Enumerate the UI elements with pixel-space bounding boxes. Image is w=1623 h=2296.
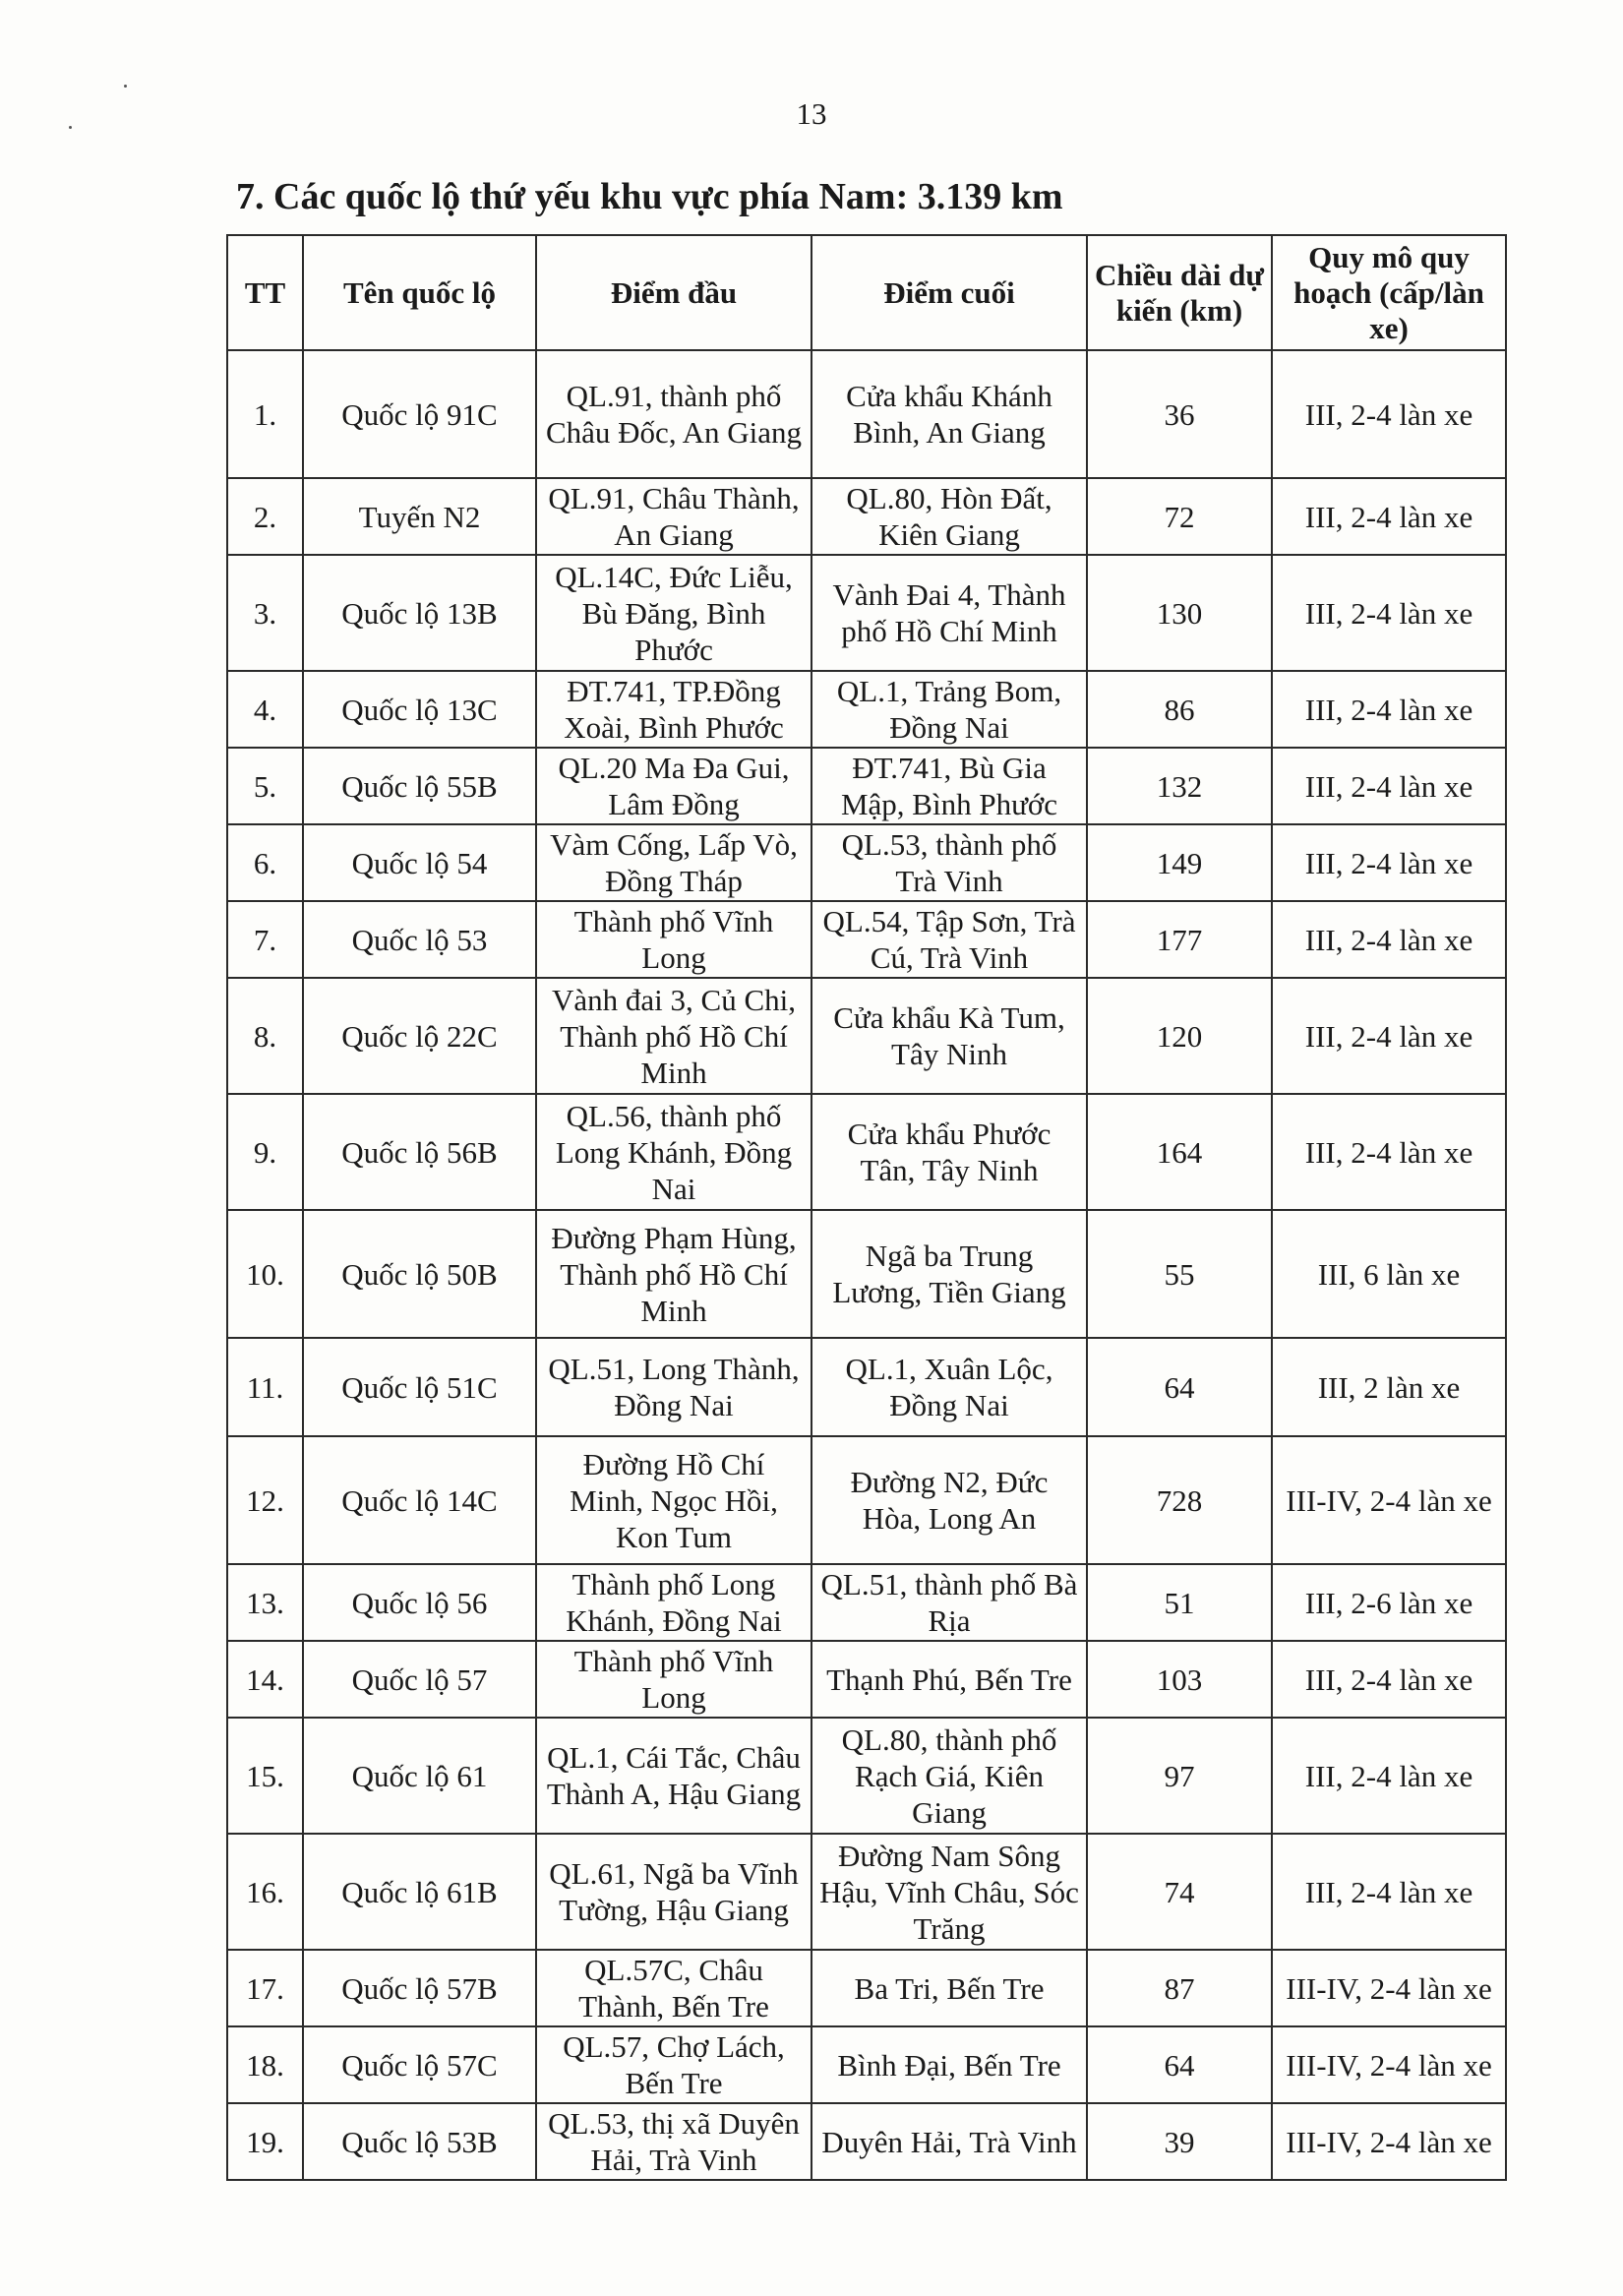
cell-tt: 8. xyxy=(227,978,303,1094)
cell-length: 39 xyxy=(1087,2103,1272,2180)
cell-tt: 19. xyxy=(227,2103,303,2180)
cell-end-point: QL.80, Hòn Đất, Kiên Giang xyxy=(812,478,1087,555)
cell-road-name: Quốc lộ 57B xyxy=(303,1950,536,2026)
table-row xyxy=(227,1436,1506,1564)
cell-scale: III, 2-4 làn xe xyxy=(1272,478,1506,555)
cell-tt: 18. xyxy=(227,2026,303,2103)
table-row xyxy=(227,748,1506,824)
cell-length: 64 xyxy=(1087,1338,1272,1436)
cell-scale: III, 2-4 làn xe xyxy=(1272,1718,1506,1834)
cell-start-point: ĐT.741, TP.Đồng Xoài, Bình Phước xyxy=(536,671,812,748)
cell-end-point: Đường N2, Đức Hòa, Long An xyxy=(812,1436,1087,1564)
national-roads-table xyxy=(226,234,1507,2181)
cell-end-point: Vành Đai 4, Thành phố Hồ Chí Minh xyxy=(812,555,1087,671)
table-row xyxy=(227,1950,1506,2026)
cell-end-point: Cửa khẩu Kà Tum, Tây Ninh xyxy=(812,978,1087,1094)
table-row xyxy=(227,1641,1506,1718)
cell-road-name: Quốc lộ 22C xyxy=(303,978,536,1094)
cell-start-point: QL.57C, Châu Thành, Bến Tre xyxy=(536,1950,812,2026)
cell-scale: III-IV, 2-4 làn xe xyxy=(1272,1436,1506,1564)
cell-road-name: Quốc lộ 57C xyxy=(303,2026,536,2103)
cell-end-point: QL.80, thành phố Rạch Giá, Kiên Giang xyxy=(812,1718,1087,1834)
cell-scale: III, 2-4 làn xe xyxy=(1272,901,1506,978)
cell-road-name: Quốc lộ 14C xyxy=(303,1436,536,1564)
header-tt: TT xyxy=(227,235,303,350)
table-row xyxy=(227,478,1506,555)
section-title: 7. Các quốc lộ thứ yếu khu vực phía Nam: 3.139 km xyxy=(236,176,1063,217)
header-scale: Quy mô quy hoạch (cấp/làn xe) xyxy=(1272,235,1506,350)
cell-tt: 3. xyxy=(227,555,303,671)
cell-road-name: Quốc lộ 13B xyxy=(303,555,536,671)
cell-scale: III, 2-6 làn xe xyxy=(1272,1564,1506,1641)
table-row xyxy=(227,1210,1506,1338)
cell-start-point: QL.61, Ngã ba Vĩnh Tường, Hậu Giang xyxy=(536,1834,812,1950)
cell-scale: III, 2-4 làn xe xyxy=(1272,824,1506,901)
cell-road-name: Quốc lộ 61 xyxy=(303,1718,536,1834)
cell-start-point: QL.20 Ma Đa Gui, Lâm Đồng xyxy=(536,748,812,824)
cell-start-point: Vàm Cống, Lấp Vò, Đồng Tháp xyxy=(536,824,812,901)
table-row xyxy=(227,1338,1506,1436)
cell-road-name: Quốc lộ 50B xyxy=(303,1210,536,1338)
cell-tt: 15. xyxy=(227,1718,303,1834)
cell-start-point: Đường Hồ Chí Minh, Ngọc Hồi, Kon Tum xyxy=(536,1436,812,1564)
cell-end-point: Cửa khẩu Khánh Bình, An Giang xyxy=(812,350,1087,478)
header-road-name: Tên quốc lộ xyxy=(303,235,536,350)
cell-road-name: Quốc lộ 55B xyxy=(303,748,536,824)
cell-road-name: Quốc lộ 13C xyxy=(303,671,536,748)
cell-tt: 11. xyxy=(227,1338,303,1436)
cell-end-point: ĐT.741, Bù Gia Mập, Bình Phước xyxy=(812,748,1087,824)
cell-start-point: QL.51, Long Thành, Đồng Nai xyxy=(536,1338,812,1436)
table-row xyxy=(227,824,1506,901)
cell-scale: III, 2-4 làn xe xyxy=(1272,1641,1506,1718)
cell-end-point: QL.1, Trảng Bom, Đồng Nai xyxy=(812,671,1087,748)
cell-start-point: Thành phố Long Khánh, Đồng Nai xyxy=(536,1564,812,1641)
cell-scale: III, 2 làn xe xyxy=(1272,1338,1506,1436)
cell-tt: 5. xyxy=(227,748,303,824)
cell-end-point: Duyên Hải, Trà Vinh xyxy=(812,2103,1087,2180)
cell-scale: III, 2-4 làn xe xyxy=(1272,1834,1506,1950)
cell-road-name: Quốc lộ 57 xyxy=(303,1641,536,1718)
table-row xyxy=(227,901,1506,978)
cell-tt: 7. xyxy=(227,901,303,978)
cell-start-point: QL.56, thành phố Long Khánh, Đồng Nai xyxy=(536,1094,812,1210)
cell-end-point: Thạnh Phú, Bến Tre xyxy=(812,1641,1087,1718)
table-row xyxy=(227,978,1506,1094)
cell-end-point: Ngã ba Trung Lương, Tiền Giang xyxy=(812,1210,1087,1338)
cell-start-point: QL.91, Châu Thành, An Giang xyxy=(536,478,812,555)
cell-tt: 12. xyxy=(227,1436,303,1564)
table-row xyxy=(227,1718,1506,1834)
cell-length: 728 xyxy=(1087,1436,1272,1564)
cell-start-point: Thành phố Vĩnh Long xyxy=(536,901,812,978)
cell-tt: 17. xyxy=(227,1950,303,2026)
cell-tt: 9. xyxy=(227,1094,303,1210)
cell-start-point: QL.57, Chợ Lách, Bến Tre xyxy=(536,2026,812,2103)
cell-scale: III-IV, 2-4 làn xe xyxy=(1272,1950,1506,2026)
cell-length: 64 xyxy=(1087,2026,1272,2103)
cell-length: 103 xyxy=(1087,1641,1272,1718)
cell-scale: III, 2-4 làn xe xyxy=(1272,350,1506,478)
cell-length: 149 xyxy=(1087,824,1272,901)
cell-length: 130 xyxy=(1087,555,1272,671)
cell-length: 36 xyxy=(1087,350,1272,478)
cell-length: 74 xyxy=(1087,1834,1272,1950)
cell-tt: 10. xyxy=(227,1210,303,1338)
cell-length: 55 xyxy=(1087,1210,1272,1338)
table-row xyxy=(227,1834,1506,1950)
cell-road-name: Quốc lộ 53 xyxy=(303,901,536,978)
cell-scale: III, 2-4 làn xe xyxy=(1272,555,1506,671)
cell-tt: 14. xyxy=(227,1641,303,1718)
cell-start-point: Vành đai 3, Củ Chi, Thành phố Hồ Chí Minh xyxy=(536,978,812,1094)
cell-road-name: Quốc lộ 51C xyxy=(303,1338,536,1436)
cell-end-point: Cửa khẩu Phước Tân, Tây Ninh xyxy=(812,1094,1087,1210)
cell-end-point: Ba Tri, Bến Tre xyxy=(812,1950,1087,2026)
cell-road-name: Quốc lộ 56B xyxy=(303,1094,536,1210)
cell-scale: III-IV, 2-4 làn xe xyxy=(1272,2103,1506,2180)
table-row xyxy=(227,671,1506,748)
cell-scale: III, 6 làn xe xyxy=(1272,1210,1506,1338)
cell-road-name: Quốc lộ 91C xyxy=(303,350,536,478)
cell-road-name: Quốc lộ 54 xyxy=(303,824,536,901)
cell-tt: 2. xyxy=(227,478,303,555)
cell-end-point: QL.51, thành phố Bà Rịa xyxy=(812,1564,1087,1641)
cell-scale: III, 2-4 làn xe xyxy=(1272,1094,1506,1210)
cell-length: 87 xyxy=(1087,1950,1272,2026)
table-row xyxy=(227,1564,1506,1641)
cell-start-point: Thành phố Vĩnh Long xyxy=(536,1641,812,1718)
cell-length: 51 xyxy=(1087,1564,1272,1641)
cell-road-name: Quốc lộ 56 xyxy=(303,1564,536,1641)
cell-start-point: Đường Phạm Hùng, Thành phố Hồ Chí Minh xyxy=(536,1210,812,1338)
cell-end-point: Bình Đại, Bến Tre xyxy=(812,2026,1087,2103)
table-row xyxy=(227,2103,1506,2180)
cell-length: 177 xyxy=(1087,901,1272,978)
table-row xyxy=(227,350,1506,478)
page-number: 13 xyxy=(796,96,827,131)
cell-length: 86 xyxy=(1087,671,1272,748)
header-start-point: Điểm đầu xyxy=(536,235,812,350)
cell-length: 132 xyxy=(1087,748,1272,824)
cell-tt: 6. xyxy=(227,824,303,901)
cell-scale: III-IV, 2-4 làn xe xyxy=(1272,2026,1506,2103)
cell-end-point: Đường Nam Sông Hậu, Vĩnh Châu, Sóc Trăng xyxy=(812,1834,1087,1950)
cell-tt: 16. xyxy=(227,1834,303,1950)
cell-start-point: QL.91, thành phố Châu Đốc, An Giang xyxy=(536,350,812,478)
cell-scale: III, 2-4 làn xe xyxy=(1272,748,1506,824)
cell-road-name: Quốc lộ 61B xyxy=(303,1834,536,1950)
cell-start-point: QL.14C, Đức Liễu, Bù Đăng, Bình Phước xyxy=(536,555,812,671)
scan-speck xyxy=(124,85,127,88)
cell-length: 97 xyxy=(1087,1718,1272,1834)
cell-road-name: Quốc lộ 53B xyxy=(303,2103,536,2180)
cell-end-point: QL.54, Tập Sơn, Trà Cú, Trà Vinh xyxy=(812,901,1087,978)
cell-tt: 13. xyxy=(227,1564,303,1641)
cell-length: 164 xyxy=(1087,1094,1272,1210)
table-header-row xyxy=(227,235,1506,350)
cell-start-point: QL.1, Cái Tắc, Châu Thành A, Hậu Giang xyxy=(536,1718,812,1834)
cell-length: 72 xyxy=(1087,478,1272,555)
cell-road-name: Tuyến N2 xyxy=(303,478,536,555)
cell-scale: III, 2-4 làn xe xyxy=(1272,671,1506,748)
cell-end-point: QL.1, Xuân Lộc, Đồng Nai xyxy=(812,1338,1087,1436)
header-length: Chiều dài dự kiến (km) xyxy=(1087,235,1272,350)
cell-scale: III, 2-4 làn xe xyxy=(1272,978,1506,1094)
table-row xyxy=(227,555,1506,671)
cell-tt: 1. xyxy=(227,350,303,478)
cell-length: 120 xyxy=(1087,978,1272,1094)
header-end-point: Điểm cuối xyxy=(812,235,1087,350)
table-row xyxy=(227,1094,1506,1210)
cell-tt: 4. xyxy=(227,671,303,748)
cell-start-point: QL.53, thị xã Duyên Hải, Trà Vinh xyxy=(536,2103,812,2180)
table-row xyxy=(227,2026,1506,2103)
cell-end-point: QL.53, thành phố Trà Vinh xyxy=(812,824,1087,901)
